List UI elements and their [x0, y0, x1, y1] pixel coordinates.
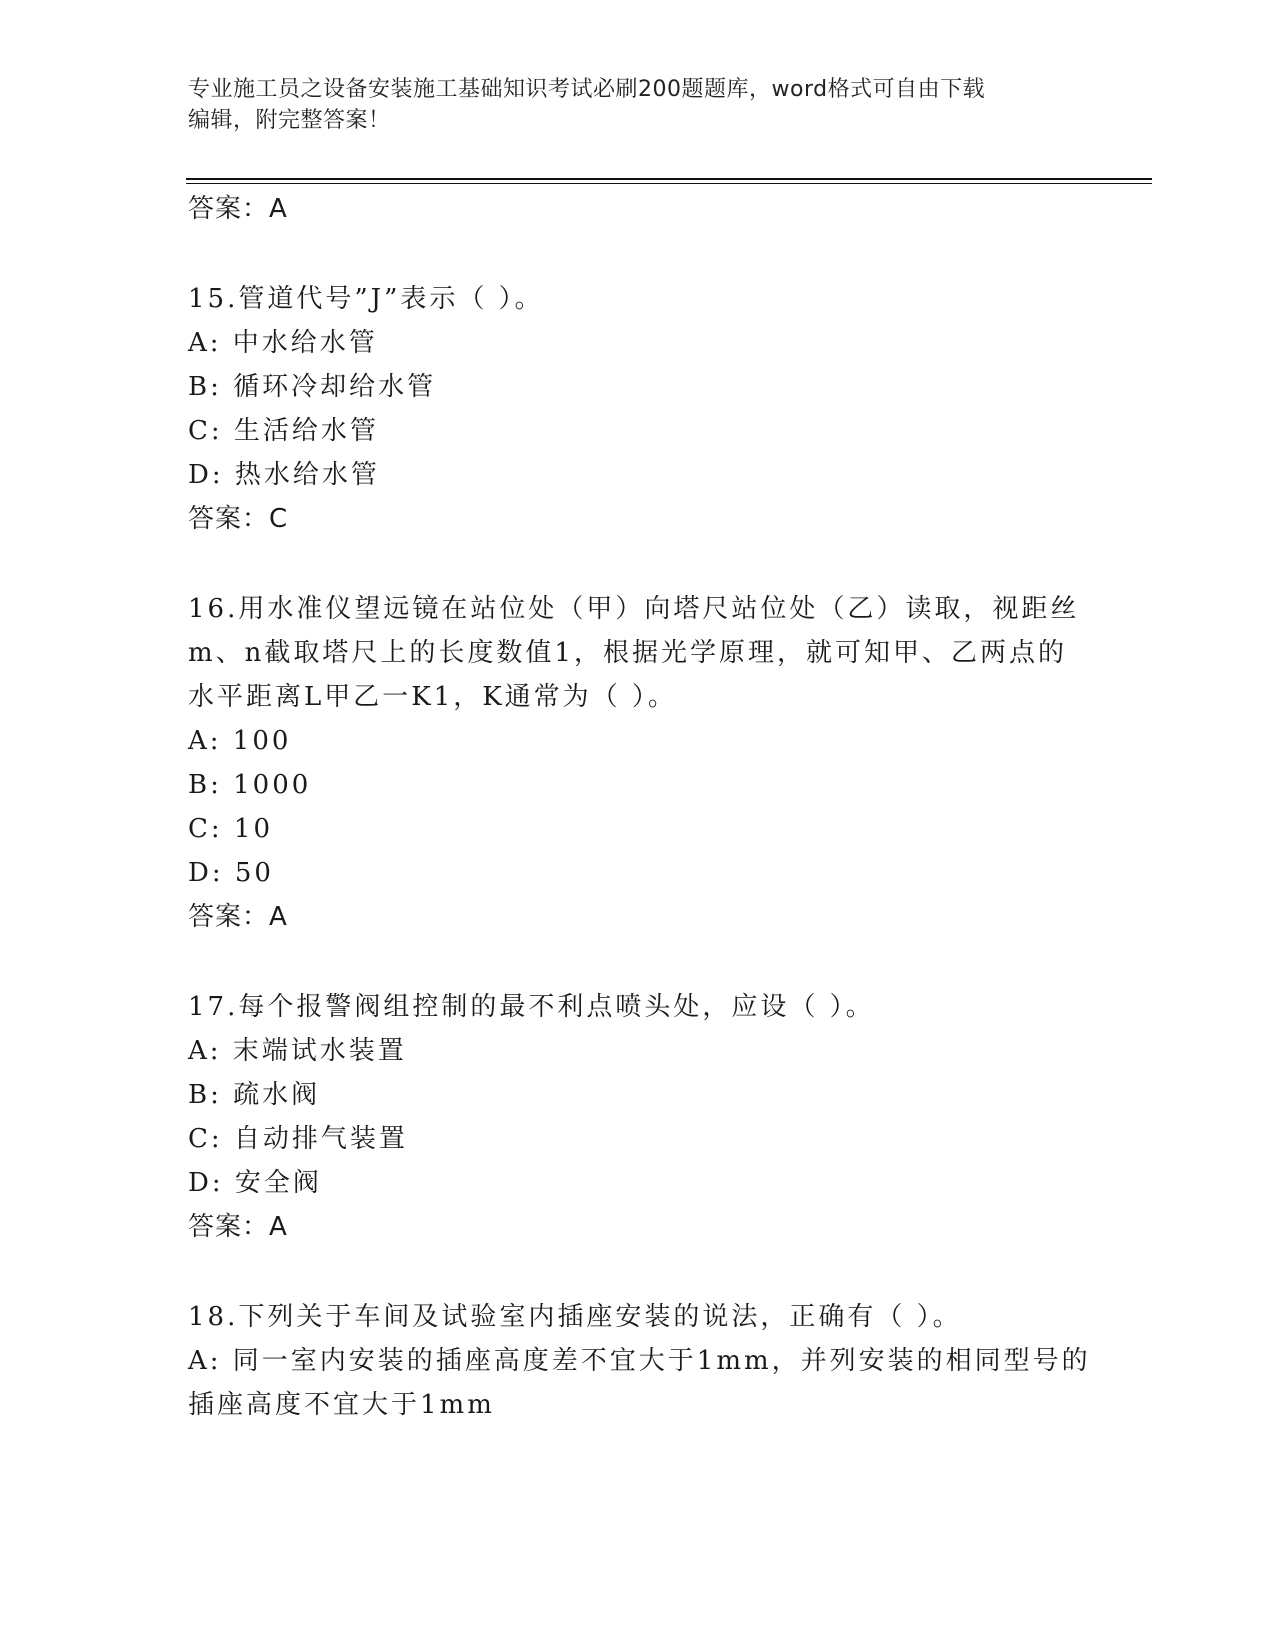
- question-16-option-a: A: 100: [188, 726, 292, 756]
- answer-q16: 答案：A: [188, 902, 288, 932]
- answer-q17: 答案：A: [188, 1212, 288, 1242]
- header-line-2: 编辑，附完整答案！: [188, 108, 391, 133]
- document-header: [188, 74, 1088, 136]
- question-18-stem: 18.下列关于车间及试验室内插座安装的说法，正确有（ ）。: [188, 1302, 962, 1332]
- question-15-option-b: B: 循环冷却给水管: [188, 372, 437, 402]
- question-16-option-b: B: 1000: [188, 770, 312, 800]
- header-rule-thick: [186, 178, 1152, 180]
- question-16-stem-line-1: 16.用水准仪望远镜在站位处（甲）向塔尺站位处（乙）读取，视距丝: [188, 594, 1080, 624]
- answer-q14: 答案：A: [188, 194, 288, 224]
- question-17-option-d: D: 安全阀: [188, 1168, 322, 1198]
- question-15-option-a: A: 中水给水管: [188, 328, 378, 358]
- question-18-option-a-line-2: 插座高度不宜大于1mm: [188, 1390, 495, 1420]
- question-15-stem: 15.管道代号”J”表示（ ）。: [188, 284, 544, 314]
- question-17-option-c: C: 自动排气装置: [188, 1124, 408, 1154]
- question-16-stem-line-3: 水平距离L甲乙一K1，K通常为（ ）。: [188, 682, 677, 712]
- question-15-option-c: C: 生活给水管: [188, 416, 379, 446]
- question-18-option-a-line-1: A: 同一室内安装的插座高度差不宜大于1mm，并列安装的相同型号的: [188, 1346, 1091, 1376]
- question-17-stem: 17.每个报警阀组控制的最不利点喷头处，应设（ ）。: [188, 992, 875, 1022]
- header-rule-thin: [186, 183, 1152, 184]
- question-16-option-c: C: 10: [188, 814, 274, 844]
- question-17-option-a: A: 末端试水装置: [188, 1036, 407, 1066]
- question-17-option-b: B: 疏水阀: [188, 1080, 321, 1110]
- question-16-option-d: D: 50: [188, 858, 274, 888]
- question-16-stem-line-2: m、n截取塔尺上的长度数值1，根据光学原理，就可知甲、乙两点的: [188, 638, 1067, 668]
- question-15-option-d: D: 热水给水管: [188, 460, 380, 490]
- header-line-1: 专业施工员之设备安装施工基础知识考试必刷200题题库，word格式可自由下载: [188, 77, 986, 102]
- answer-q15: 答案：C: [188, 504, 289, 534]
